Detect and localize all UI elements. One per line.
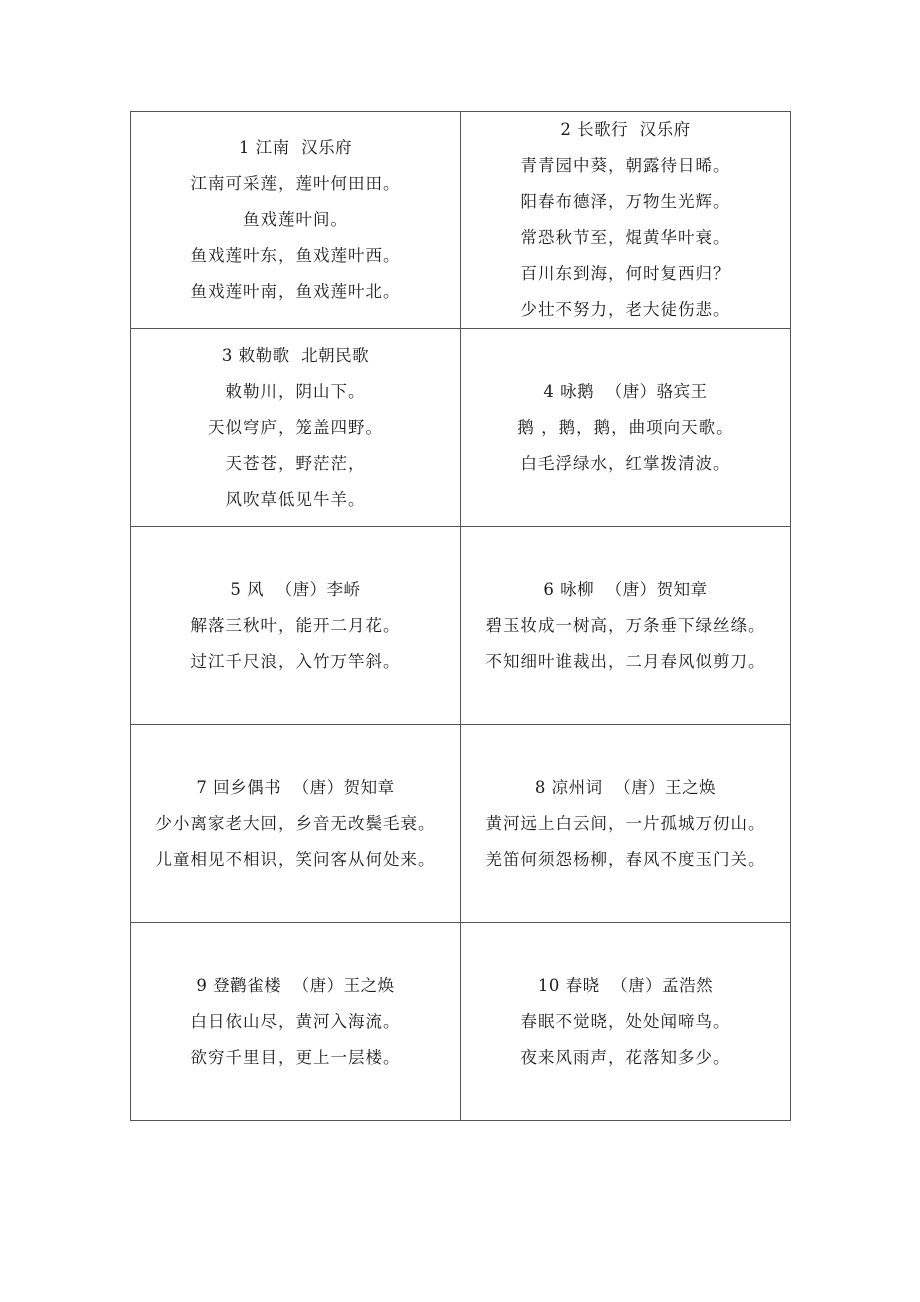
poem-line: 敕勒川，阴山下。 <box>225 381 366 401</box>
poem-cell-3 <box>131 329 461 527</box>
poem-line: 白日依山尽，黄河入海流。 <box>190 1011 401 1031</box>
poem-line: 碧玉妆成一树高，万条垂下绿丝绦。 <box>485 615 766 635</box>
poem-line: 鱼戏莲叶东，鱼戏莲叶西。 <box>190 246 401 265</box>
poem-cell-9 <box>131 923 461 1121</box>
poem-cell-5 <box>131 527 461 725</box>
poem-title: 1 江南 汉乐府 <box>238 138 353 157</box>
poem-line: 阳春布德泽，万物生光辉。 <box>520 192 731 211</box>
poem-line: 鱼戏莲叶间。 <box>243 210 348 229</box>
poem-cell-8 <box>461 725 791 923</box>
poem-cell-2 <box>461 112 791 329</box>
poem-line: 青青园中葵，朝露待日晞。 <box>520 156 731 175</box>
poem-line: 鱼戏莲叶南，鱼戏莲叶北。 <box>190 282 401 301</box>
poem-cell-4 <box>461 329 791 527</box>
poem-line: 少壮不努力，老大徒伤悲。 <box>520 300 731 319</box>
poem-title: 8 凉州词 （唐）王之焕 <box>534 777 717 797</box>
table-row <box>131 725 791 923</box>
poem-title: 9 登鹳雀楼 （唐）王之焕 <box>196 975 395 995</box>
poem-line: 天似穹庐，笼盖四野。 <box>208 417 383 437</box>
poem-line: 羌笛何须怨杨柳，春风不度玉门关。 <box>485 849 766 869</box>
poem-line: 欲穷千里目，更上一层楼。 <box>190 1047 401 1067</box>
poem-line: 江南可采莲，莲叶何田田。 <box>190 174 401 193</box>
table-row <box>131 527 791 725</box>
poem-cell-10 <box>461 923 791 1121</box>
poem-title: 4 咏鹅 （唐）骆宾王 <box>543 381 708 401</box>
table-row <box>131 329 791 527</box>
poem-line: 风吹草低见牛羊。 <box>225 489 366 509</box>
poem-table <box>130 111 791 1121</box>
poem-cell-1 <box>131 112 461 329</box>
poem-line: 过江千尺浪，入竹万竿斜。 <box>190 651 401 671</box>
poem-cell-7 <box>131 725 461 923</box>
poem-title: 2 长歌行 汉乐府 <box>560 120 691 139</box>
poem-title: 3 敕勒歌 北朝民歌 <box>221 345 370 365</box>
poem-title: 7 回乡偶书 （唐）贺知章 <box>196 777 395 797</box>
poem-line: 黄河远上白云间，一片孤城万仞山。 <box>485 813 766 833</box>
poem-line: 不知细叶谁裁出，二月春风似剪刀。 <box>485 651 766 671</box>
poem-line: 儿童相见不相识，笑问客从何处来。 <box>155 849 436 869</box>
poem-line: 百川东到海，何时复西归？ <box>520 264 731 283</box>
poem-line: 天苍苍，野茫茫， <box>225 453 366 473</box>
poem-line: 白毛浮绿水，红掌拨清波。 <box>520 453 731 473</box>
poem-line: 夜来风雨声，花落知多少。 <box>520 1047 731 1067</box>
poem-line: 解落三秋叶，能开二月花。 <box>190 615 401 635</box>
poem-title: 10 春晓 （唐）孟浩然 <box>537 975 714 995</box>
poem-line: 春眠不觉晓，处处闻啼鸟。 <box>520 1011 731 1031</box>
poem-line: 鹅 ，鹅，鹅，曲项向天歌。 <box>517 417 734 437</box>
poem-line: 少小离家老大回，乡音无改鬓毛衰。 <box>155 813 436 833</box>
poem-title: 5 风 （唐）李峤 <box>230 579 361 599</box>
poem-line: 常恐秋节至，焜黄华叶衰。 <box>520 228 731 247</box>
poem-title: 6 咏柳 （唐）贺知章 <box>543 579 708 599</box>
table-row <box>131 112 791 329</box>
table-row <box>131 923 791 1121</box>
poem-cell-6 <box>461 527 791 725</box>
